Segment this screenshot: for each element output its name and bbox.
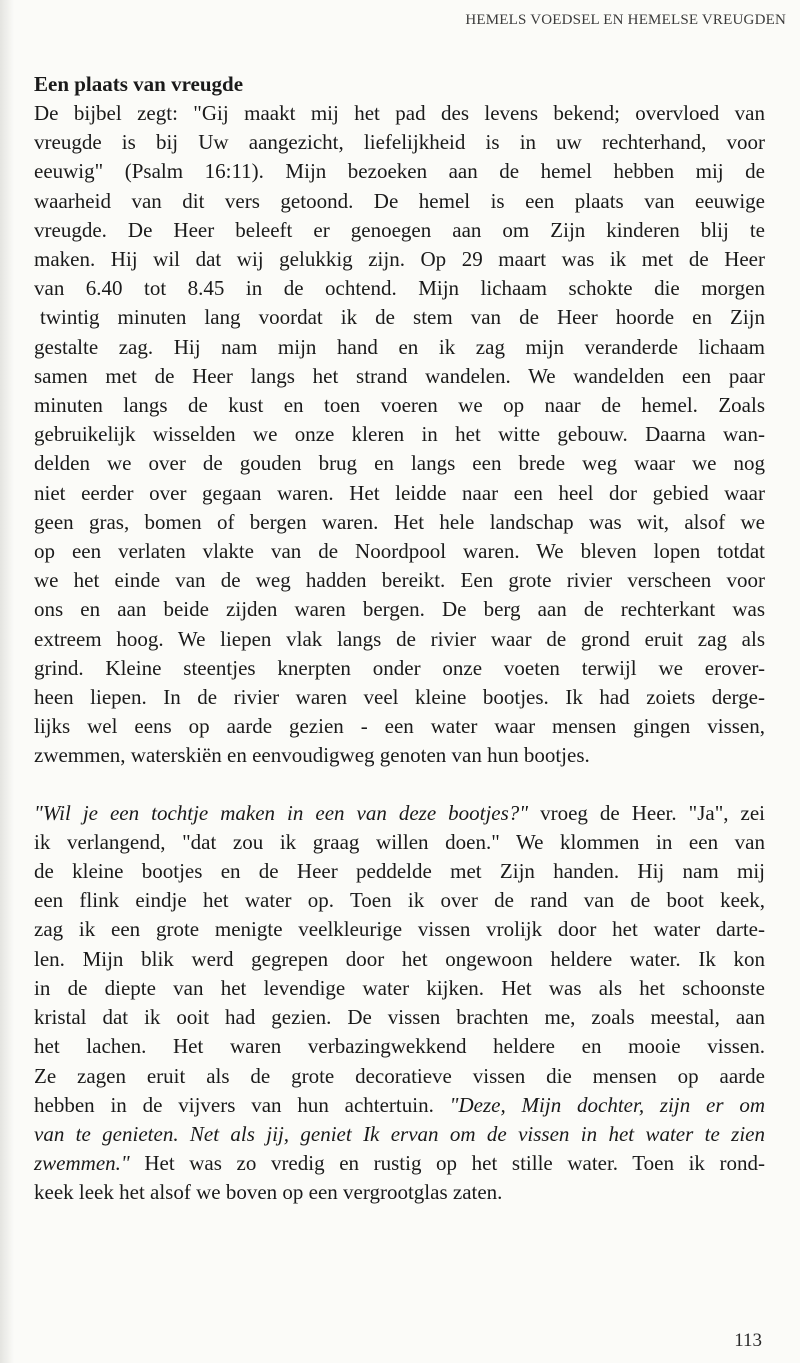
- text-line: [34, 1120, 765, 1149]
- text-line: zwemmen, waterskiën en eenvoudigweg genoten van hun bootjes.: [34, 743, 590, 768]
- text-line: vreugde. De Heer beleeft er genoegen aan om Zijn kinderen blij te: [34, 217, 765, 242]
- text-line: len. Mijn blik werd gegrepen door het ongewoon heldere water. Ik kon: [34, 946, 765, 971]
- text-line: de kleine bootjes en de Heer peddelde met Zijn handen. Hij nam mij: [34, 859, 765, 884]
- text-line: De bijbel zegt: "Gij maakt mij het pad des levens bekend; overvloed van: [34, 101, 765, 125]
- quote-italic: "Wil je een tochtje maken in een van deze bootjes?": [34, 800, 529, 825]
- page-number: 113: [734, 1330, 762, 1351]
- text-line: ons en aan beide zijden waren bergen. De berg aan de rechterkant was: [34, 597, 765, 622]
- text-line: extreem hoog. We liepen vlak langs de rivier waar de grond eruit zag als: [34, 626, 765, 651]
- text-line: twintig minuten lang voordat ik de stem van de Heer hoorde en Zijn: [40, 305, 765, 330]
- text-line: op een verlaten vlakte van de Noordpool waren. We bleven lopen totdat: [34, 539, 765, 564]
- text-segment: vroeg de Heer. "Ja", zei: [528, 800, 765, 825]
- text-line: maken. Hij wil dat wij gelukkig zijn. Op 29 maart was ik met de Heer: [34, 247, 765, 272]
- quote-italic: "Deze, Mijn dochter, zijn er om: [449, 1092, 766, 1117]
- text-line: lijks wel eens op aarde gezien - een water waar mensen gingen vissen,: [34, 714, 765, 739]
- text-line: [34, 1149, 765, 1178]
- text-segment: Het was zo vredig en rustig op het stille water. Toen ik rond-: [129, 1151, 765, 1176]
- section-title: Een plaats van vreugde: [34, 72, 244, 96]
- text-line: waarheid van dit vers getoond. De hemel is een plaats van eeuwige: [34, 188, 765, 213]
- text-line: een flink eindje het water op. Toen ik over de rand van de boot keek,: [34, 888, 765, 913]
- text-line: het lachen. Het waren verbazingwekkend heldere en mooie vissen.: [34, 1034, 765, 1059]
- text-line: heen liepen. In de rivier waren veel kleine bootjes. Ik had zoiets derge-: [34, 685, 765, 710]
- text-line: minuten langs de kust en toen voeren we op naar de hemel. Zoals: [34, 393, 765, 418]
- text-line: keek leek het alsof we boven op een vergrootglas zaten.: [34, 1180, 503, 1205]
- text-line: geen gras, bomen of bergen waren. Het hele landschap was wit, alsof we: [34, 509, 765, 534]
- text-line: van 6.40 tot 8.45 in de ochtend. Mijn lichaam schokte die morgen: [34, 276, 765, 301]
- text-line: in de diepte van het levendige water kijken. Het was als het schoonste: [34, 975, 765, 1000]
- paragraph-2: [34, 799, 765, 1208]
- running-header: HEMELS VOEDSEL EN HEMELSE VREUGDEN: [465, 12, 786, 28]
- quote-italic: van te genieten. Net als jij, geniet Ik ervan om de vissen in het water te zien: [34, 1121, 765, 1146]
- text-line: delden we over de gouden brug en langs een brede weg waar we nog: [34, 451, 765, 476]
- page-content: [34, 70, 765, 1208]
- text-line: niet eerder over gegaan waren. Het leidde naar een heel dor gebied waar: [34, 480, 765, 505]
- quote-italic: zwemmen.": [34, 1151, 130, 1176]
- text-line: we het einde van de weg hadden bereikt. Een grote rivier verscheen voor: [34, 568, 765, 593]
- text-line: Ze zagen eruit als de grote decoratieve vissen die mensen op aarde: [34, 1063, 765, 1088]
- text-line: samen met de Heer langs het strand wandelen. We wandelden een paar: [34, 363, 765, 388]
- text-line: grind. Kleine steentjes knerpten onder onze voeten terwijl we erover-: [34, 655, 765, 680]
- text-line: kristal dat ik ooit had gezien. De vissen brachten me, zoals meestal, aan: [34, 1005, 765, 1030]
- text-line: eeuwig" (Psalm 16:11). Mijn bezoeken aan de hemel hebben mij de: [34, 159, 765, 184]
- paragraph-1: [34, 99, 765, 771]
- text-segment: hebben in de vijvers van hun achtertuin.: [34, 1092, 450, 1117]
- text-line: [34, 1091, 765, 1120]
- text-line: gebruikelijk wisselden we onze kleren in het witte gebouw. Daarna wan-: [34, 422, 765, 447]
- page-spine-shadow: [0, 0, 14, 1363]
- text-line: ik verlangend, "dat zou ik graag willen doen." We klommen in een van: [34, 829, 765, 854]
- text-line: zag ik een grote menigte veelkleurige vissen vrolijk door het water darte-: [34, 917, 765, 942]
- text-line: [34, 799, 765, 828]
- text-line: vreugde is bij Uw aangezicht, liefelijkheid is in uw rechterhand, voor: [34, 130, 765, 155]
- text-line: gestalte zag. Hij nam mijn hand en ik zag mijn veranderde lichaam: [34, 334, 765, 359]
